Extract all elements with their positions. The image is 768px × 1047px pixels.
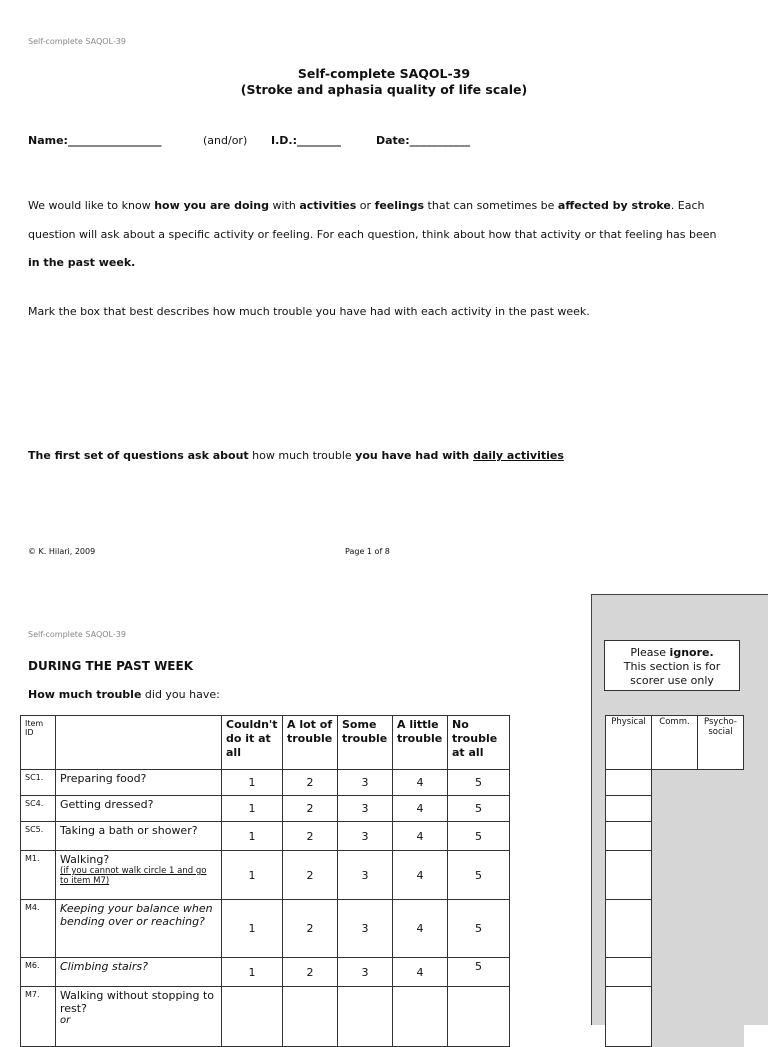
copyright: © K. Hilari, 2009 <box>28 547 96 556</box>
answer-cell[interactable]: 1 <box>222 796 283 822</box>
scorer-notice: Please ignore. This section is for scorer use only <box>604 640 740 691</box>
item-id: M6. <box>21 958 56 987</box>
score-cell <box>606 770 652 796</box>
answer-cell[interactable]: 2 <box>283 958 338 987</box>
col-header: No trouble at all <box>448 716 510 770</box>
answer-cell[interactable]: 5 <box>448 900 510 958</box>
answer-cell[interactable]: 4 <box>393 822 448 851</box>
table-row <box>21 987 510 1047</box>
table-row <box>21 796 510 822</box>
question-text <box>56 851 222 900</box>
answer-cell[interactable]: 5 <box>448 796 510 822</box>
answer-cell[interactable]: 3 <box>338 796 393 822</box>
scorer-col-physical: Physical <box>606 716 652 770</box>
date-field[interactable]: Date:___________ <box>376 134 471 147</box>
answer-cell[interactable]: 4 <box>393 796 448 822</box>
first-set-instructions: The first set of questions ask about how much trouble you have had with daily activities <box>28 449 564 462</box>
answer-cell[interactable]: 5 <box>448 851 510 900</box>
answer-cell[interactable]: 2 <box>283 900 338 958</box>
question-text: Taking a bath or shower? <box>56 822 222 851</box>
item-id-header: Item ID <box>21 716 56 770</box>
answer-cell[interactable]: 5 <box>448 822 510 851</box>
score-cell <box>606 958 652 987</box>
score-cell <box>606 987 652 1047</box>
andor-label: (and/or) <box>203 134 248 147</box>
col-header: Couldn't do it at all <box>222 716 283 770</box>
col-header: A lot of trouble <box>283 716 338 770</box>
question-note: (if you cannot walk circle 1 and go to item M7) <box>60 866 207 886</box>
answer-cell[interactable]: 3 <box>338 900 393 958</box>
col-header: A little trouble <box>393 716 448 770</box>
question-main: Walking without stopping to rest? <box>60 989 214 1015</box>
answer-cell[interactable]: 1 <box>222 822 283 851</box>
answer-cell[interactable]: 1 <box>222 770 283 796</box>
table-row <box>21 851 510 900</box>
question-text <box>56 987 222 1047</box>
item-id: M1. <box>21 851 56 900</box>
answer-cell[interactable]: 4 <box>393 958 448 987</box>
answer-cell[interactable]: 3 <box>338 851 393 900</box>
question-main: Walking? <box>60 853 110 866</box>
page2-running-header: Self-complete SAQOL-39 <box>28 630 126 639</box>
table-row <box>21 770 510 796</box>
page-subtitle: (Stroke and aphasia quality of life scale) <box>240 82 528 97</box>
item-id: SC5. <box>21 822 56 851</box>
answer-cell[interactable]: 5 <box>448 770 510 796</box>
intro-paragraph: We would like to know how you are doing with activities or feelings that can sometimes be affected by stroke. Each question will ask about a specific activity or feeling. For each question, think about how that activity or that feeling has been in the past week. <box>28 199 717 269</box>
table-row <box>21 958 510 987</box>
scorer-col-comm: Comm. <box>652 716 698 770</box>
score-cell <box>606 851 652 900</box>
table-row <box>21 822 510 851</box>
table-row <box>21 900 510 958</box>
answer-cell[interactable] <box>448 987 510 1047</box>
answer-cell[interactable]: 2 <box>283 770 338 796</box>
answer-cell[interactable] <box>393 987 448 1047</box>
score-cell <box>606 822 652 851</box>
page1-running-header: Self-complete SAQOL-39 <box>28 37 126 46</box>
question-header <box>56 716 222 770</box>
page-title: Self-complete SAQOL-39 <box>297 66 471 81</box>
answer-cell[interactable]: 1 <box>222 851 283 900</box>
answer-cell[interactable]: 3 <box>338 822 393 851</box>
answer-cell[interactable]: 3 <box>338 770 393 796</box>
answer-cell[interactable]: 1 <box>222 900 283 958</box>
questions-table <box>20 715 510 1047</box>
answer-cell[interactable]: 2 <box>283 822 338 851</box>
answer-cell[interactable]: 3 <box>338 958 393 987</box>
item-id: SC1. <box>21 770 56 796</box>
answer-cell[interactable] <box>338 987 393 1047</box>
answer-cell[interactable] <box>222 987 283 1047</box>
answer-cell[interactable]: 4 <box>393 770 448 796</box>
score-cell <box>606 796 652 822</box>
mark-instructions: Mark the box that best describes how much trouble you have had with each activity in the past week. <box>28 305 590 318</box>
answer-cell[interactable]: 4 <box>393 851 448 900</box>
question-note: or <box>60 1015 71 1026</box>
scorer-col-psychosocial: Psycho-social <box>698 716 744 770</box>
answer-cell[interactable]: 5 <box>448 958 510 987</box>
item-id: SC4. <box>21 796 56 822</box>
score-cell <box>606 900 652 958</box>
page-number: Page 1 of 8 <box>345 547 390 556</box>
item-id: M4. <box>21 900 56 958</box>
name-field[interactable]: Name:_________________ <box>28 134 162 147</box>
question-text: Climbing stairs? <box>56 958 222 987</box>
item-id: M7. <box>21 987 56 1047</box>
answer-cell[interactable]: 2 <box>283 851 338 900</box>
col-header: Some trouble <box>338 716 393 770</box>
question-prompt: How much trouble did you have: <box>28 688 220 701</box>
answer-cell[interactable]: 4 <box>393 900 448 958</box>
id-field[interactable]: I.D.:________ <box>271 134 341 147</box>
scorer-table <box>605 715 744 1047</box>
question-text: Getting dressed? <box>56 796 222 822</box>
answer-cell[interactable] <box>283 987 338 1047</box>
answer-cell[interactable]: 1 <box>222 958 283 987</box>
question-text: Keeping your balance when bending over or reaching? <box>56 900 222 958</box>
answer-cell[interactable]: 2 <box>283 796 338 822</box>
question-text: Preparing food? <box>56 770 222 796</box>
section-title: DURING THE PAST WEEK <box>28 659 193 673</box>
